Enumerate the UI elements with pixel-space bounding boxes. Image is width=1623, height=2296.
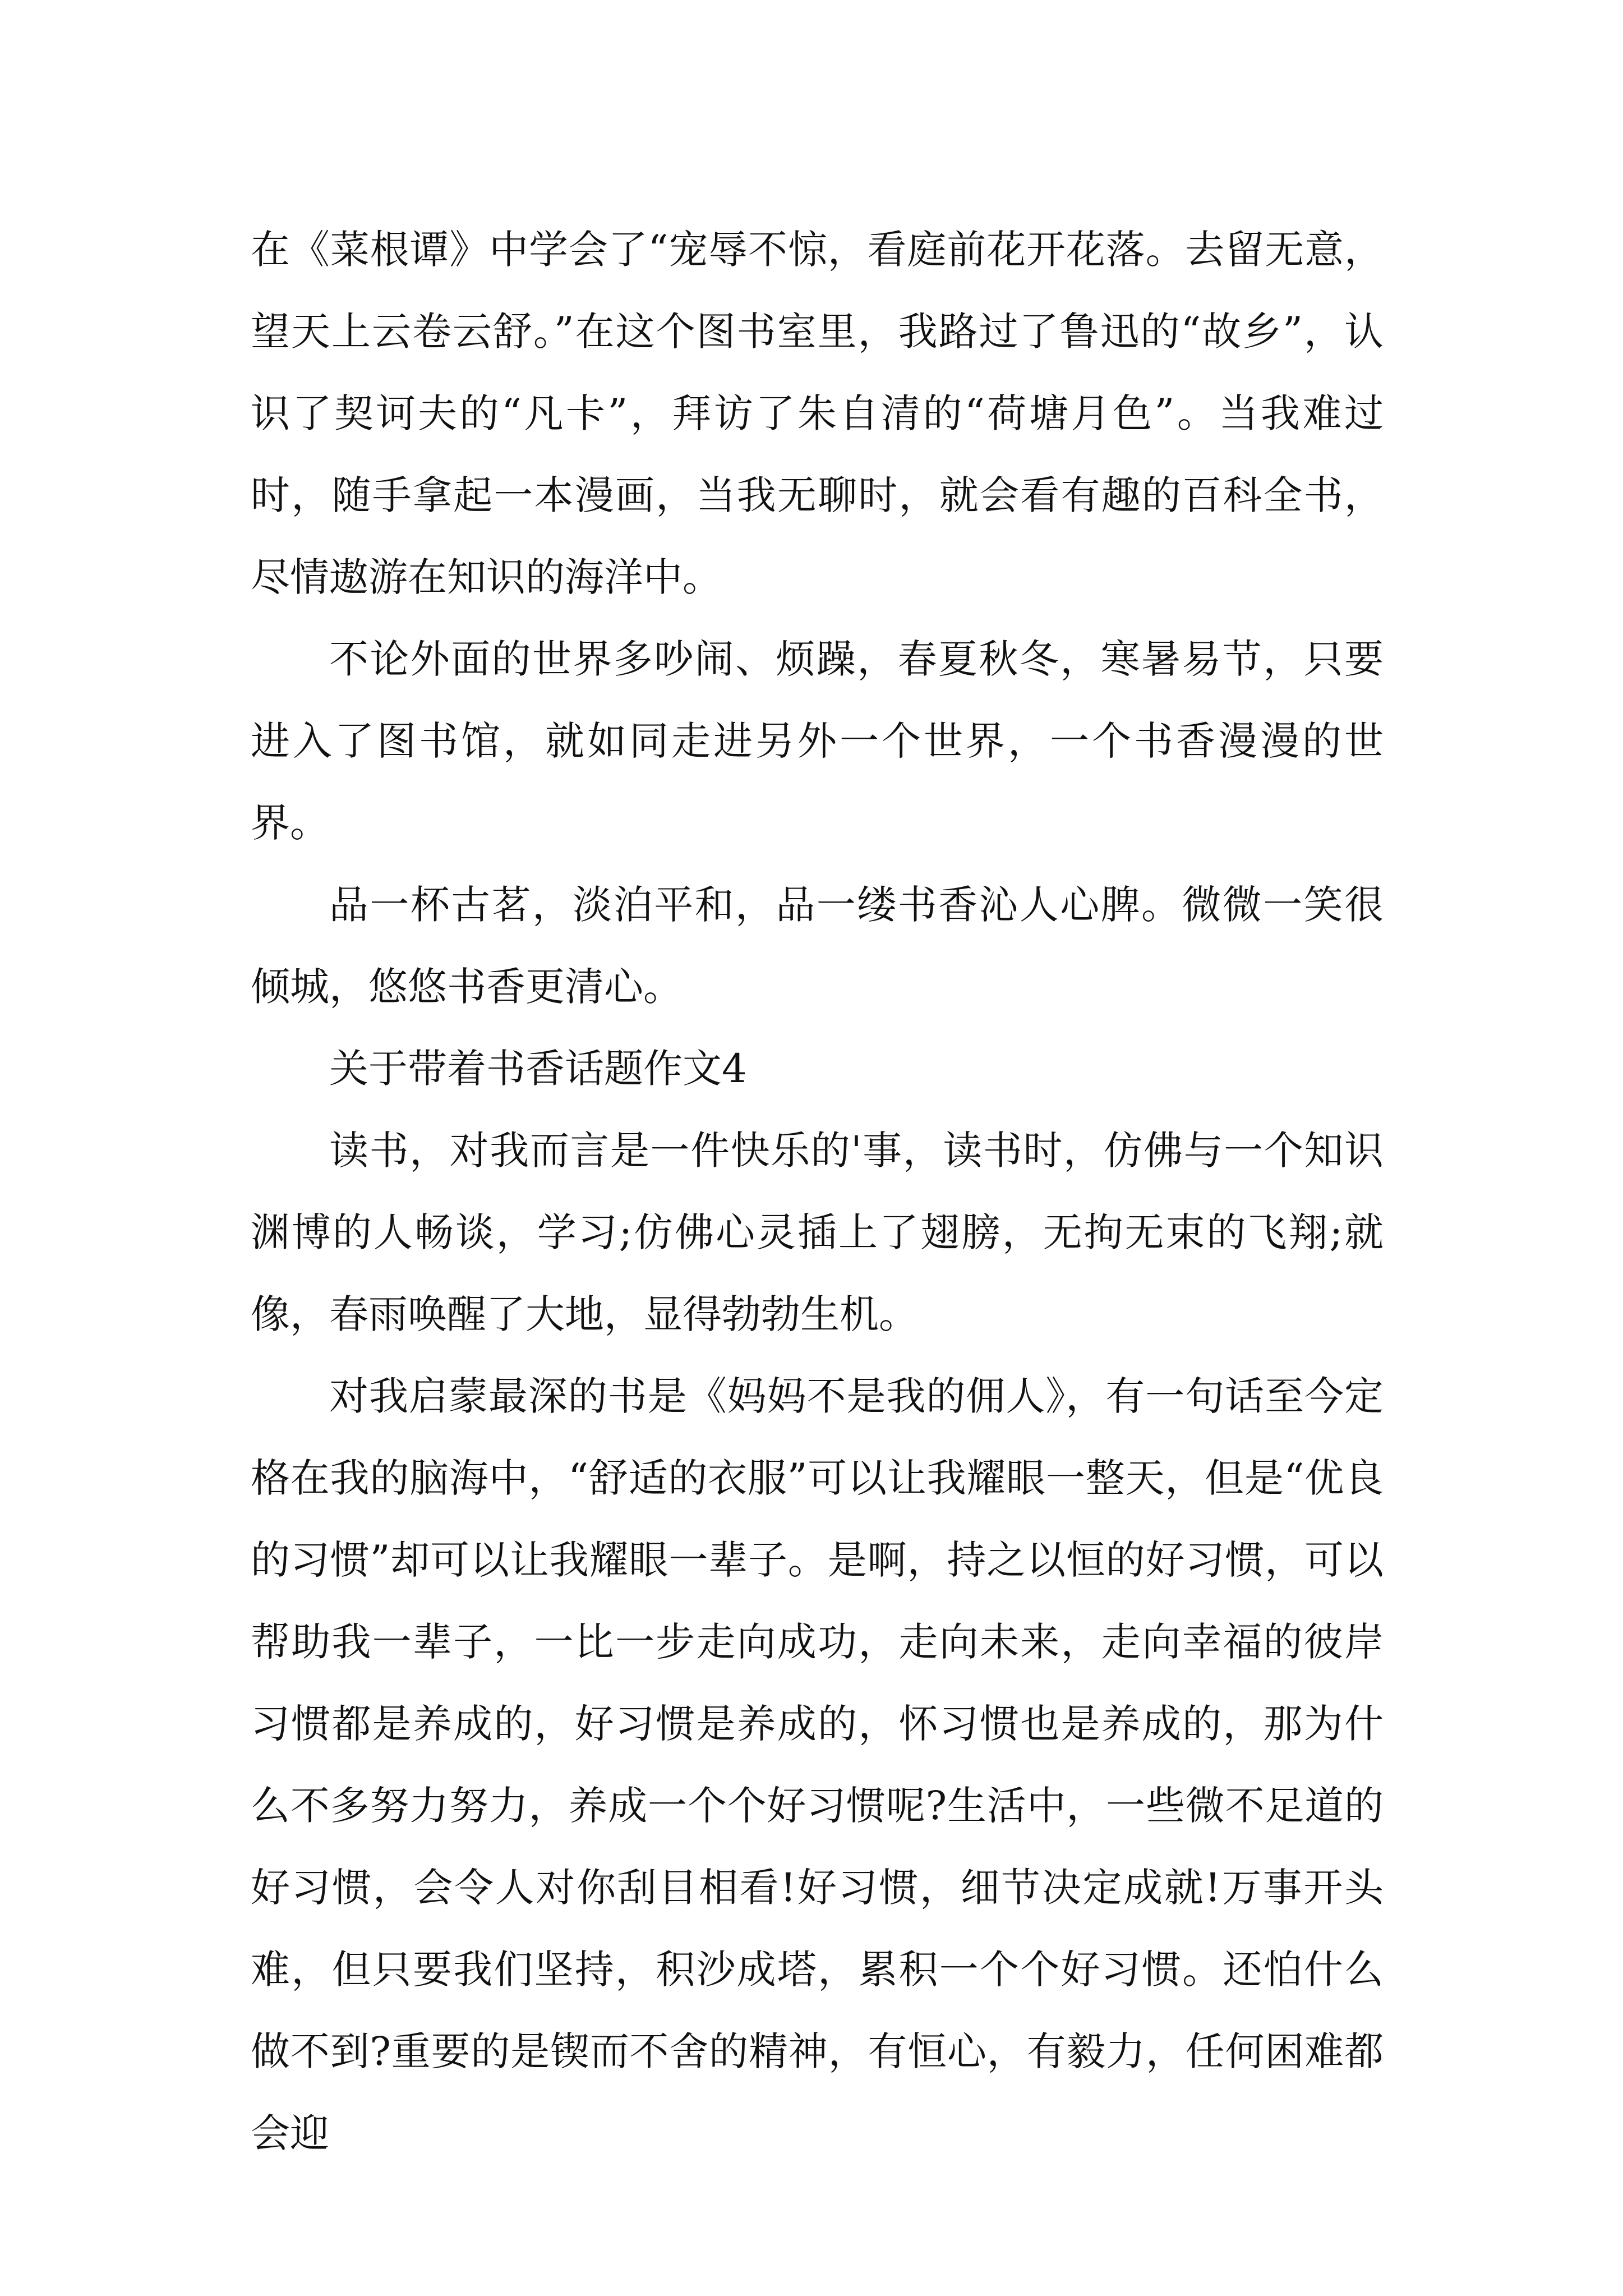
essay-heading: 关于带着书香话题作文4 — [329, 1046, 747, 1092]
paragraph-good-habits: 对我启蒙最深的书是《妈妈不是我的佣人》，有一句话至今定格在我的脑海中，“舒适的衣服”可以让我耀眼一整天，但是“优良的习惯”却可以让我耀眼一辈子。是啊，持之以恒的好习惯，可以帮助我一辈子，一比一步走向成功，走向未来，走向幸福的彼岸习惯都是养成的，好习惯是养成的，怀习惯也是养成的，那为什么不多努力努力，养成一个个好习惯呢?生活中，一些微不足道的好习惯，会令人对你刮目相看!好习惯，细节决定成就!万事开头难，但只要我们坚持，积沙成塔，累积一个个好习惯。还怕什么做不到?重要的是锲而不舍的精神，有恒心，有毅力，任何困难都会迎 — [251, 1373, 1384, 2156]
paragraph-tea-and-books: 品一杯古茗，淡泊平和，品一缕书香沁人心脾。微微一笑很倾城，悠悠书香更清心。 — [251, 882, 1384, 1010]
paragraph-caigentan: 在《菜根谭》中学会了“宠辱不惊，看庭前花开花落。去留无意，望天上云卷云舒。”在这个图书室里，我路过了鲁迅的“故乡”，认识了契诃夫的“凡卡”，拜访了朱自清的“荷塘月色”。当我难过时，随手拿起一本漫画，当我无聊时，就会看有趣的百科全书，尽情遨游在知识的海洋中。 — [251, 227, 1384, 600]
paragraph-reading-joy: 读书，对我而言是一件快乐的'事，读书时，仿佛与一个知识渊博的人畅谈，学习;仿佛心灵插上了翅膀，无拘无束的飞翔;就像，春雨唤醒了大地，显得勃勃生机。 — [251, 1128, 1384, 1337]
paragraph-library-world: 不论外面的世界多吵闹、烦躁，春夏秋冬，寒暑易节，只要进入了图书馆，就如同走进另外一个世界，一个书香漫漫的世界。 — [251, 636, 1384, 846]
document-body — [251, 209, 1384, 2174]
